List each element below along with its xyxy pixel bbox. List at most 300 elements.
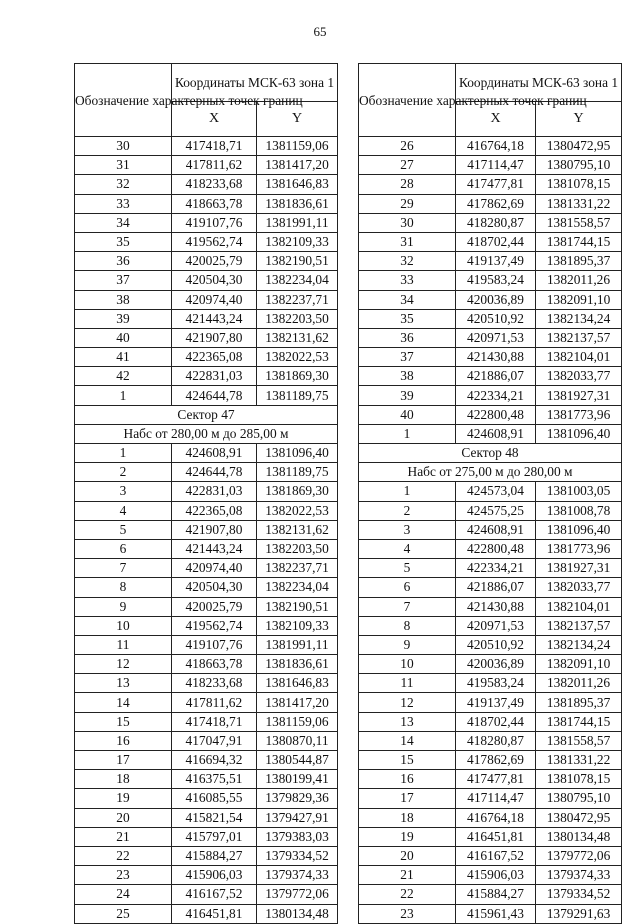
y-coordinate: 1381159,06 [257,137,338,156]
table-row [359,424,622,443]
x-coordinate: 421430,88 [456,597,536,616]
y-coordinate: 1381078,15 [536,770,622,789]
point-number: 20 [359,846,456,865]
point-number: 4 [359,539,456,558]
point-number: 20 [75,808,172,827]
x-coordinate: 416694,32 [172,751,257,770]
point-number: 5 [75,520,172,539]
x-coordinate: 420974,40 [172,559,257,578]
x-coordinate: 418280,87 [456,731,536,750]
point-number: 29 [359,194,456,213]
header-x: X [172,102,257,137]
y-coordinate: 1381189,75 [257,463,338,482]
table-row [75,367,338,386]
point-number: 23 [75,866,172,885]
point-number: 22 [75,846,172,865]
table-row [75,712,338,731]
x-coordinate: 424575,25 [456,501,536,520]
y-coordinate: 1381331,22 [536,751,622,770]
x-coordinate: 418233,68 [172,674,257,693]
section-row [359,444,622,463]
table-row [75,904,338,923]
y-coordinate: 1382234,04 [257,271,338,290]
point-number: 2 [359,501,456,520]
point-number: 39 [359,386,456,405]
y-coordinate: 1381096,40 [536,520,622,539]
table-row [75,731,338,750]
table-row [359,789,622,808]
point-number: 36 [359,328,456,347]
x-coordinate: 424644,78 [172,386,257,405]
point-number: 40 [75,328,172,347]
point-number: 36 [75,252,172,271]
x-coordinate: 417811,62 [172,693,257,712]
table-row [359,194,622,213]
y-coordinate: 1379374,33 [257,866,338,885]
x-coordinate: 417418,71 [172,712,257,731]
point-number: 18 [75,770,172,789]
table-row [359,827,622,846]
y-coordinate: 1381646,83 [257,175,338,194]
table-row [75,616,338,635]
x-coordinate: 422831,03 [172,482,257,501]
table-row [359,271,622,290]
y-coordinate: 1381003,05 [536,482,622,501]
table-row [75,194,338,213]
x-coordinate: 416764,18 [456,808,536,827]
x-coordinate: 415906,03 [456,866,536,885]
table-row [359,578,622,597]
y-coordinate: 1380134,48 [257,904,338,923]
x-coordinate: 416167,52 [456,846,536,865]
x-coordinate: 420025,79 [172,597,257,616]
point-number: 1 [359,482,456,501]
table-row [75,137,338,156]
header-coordinates: Координаты МСК-63 зона 1 [456,64,622,102]
y-coordinate: 1381773,96 [536,405,622,424]
y-coordinate: 1381159,06 [257,712,338,731]
point-number: 42 [75,367,172,386]
point-number: 41 [75,348,172,367]
point-number: 15 [359,751,456,770]
y-coordinate: 1381096,40 [536,424,622,443]
point-number: 39 [75,309,172,328]
point-number: 9 [75,597,172,616]
table-row [359,597,622,616]
table-row [75,213,338,232]
point-number: 26 [359,137,456,156]
table-row [75,559,338,578]
point-number: 10 [75,616,172,635]
point-number: 37 [75,271,172,290]
table-row [75,751,338,770]
point-number: 35 [75,232,172,251]
table-row [359,367,622,386]
x-coordinate: 416451,81 [172,904,257,923]
y-coordinate: 1380472,95 [536,808,622,827]
x-coordinate: 422800,48 [456,539,536,558]
table-row [359,213,622,232]
table-row [75,578,338,597]
point-number: 16 [75,731,172,750]
y-coordinate: 1381558,57 [536,213,622,232]
point-number: 1 [75,386,172,405]
coordinates-table-left [74,63,338,924]
table-row [359,328,622,347]
y-coordinate: 1382033,77 [536,578,622,597]
point-number: 37 [359,348,456,367]
x-coordinate: 424608,91 [172,444,257,463]
point-number: 10 [359,655,456,674]
point-number: 34 [75,213,172,232]
point-number: 21 [75,827,172,846]
point-number: 1 [359,424,456,443]
point-number: 33 [359,271,456,290]
point-number: 6 [359,578,456,597]
table-row [75,674,338,693]
header-y: Y [257,102,338,137]
header-x: X [456,102,536,137]
y-coordinate: 1381836,61 [257,655,338,674]
y-coordinate: 1379772,06 [257,885,338,904]
y-coordinate: 1380472,95 [536,137,622,156]
table-row [75,846,338,865]
x-coordinate: 424644,78 [172,463,257,482]
point-number: 25 [75,904,172,923]
table-row [75,693,338,712]
y-coordinate: 1380199,41 [257,770,338,789]
x-coordinate: 417418,71 [172,137,257,156]
table-row [75,175,338,194]
section-row [359,463,622,482]
point-number: 21 [359,866,456,885]
x-coordinate: 415961,43 [456,904,536,923]
y-coordinate: 1382104,01 [536,348,622,367]
x-coordinate: 422831,03 [172,367,257,386]
table-row [75,386,338,405]
x-coordinate: 417862,69 [456,751,536,770]
point-number: 19 [75,789,172,808]
y-coordinate: 1382190,51 [257,252,338,271]
point-number: 7 [75,559,172,578]
table-row [359,808,622,827]
x-coordinate: 420510,92 [456,309,536,328]
point-number: 33 [75,194,172,213]
point-number: 15 [75,712,172,731]
table-row [75,232,338,251]
table-row [75,482,338,501]
page-number: 65 [313,24,327,39]
point-number: 18 [359,808,456,827]
point-number: 4 [75,501,172,520]
y-coordinate: 1382203,50 [257,309,338,328]
x-coordinate: 416375,51 [172,770,257,789]
y-coordinate: 1381331,22 [536,194,622,213]
y-coordinate: 1381417,20 [257,693,338,712]
point-number: 12 [75,655,172,674]
x-coordinate: 419583,24 [456,271,536,290]
point-number: 17 [75,751,172,770]
table-row [359,635,622,654]
y-coordinate: 1382091,10 [536,290,622,309]
point-number: 34 [359,290,456,309]
table-row [359,290,622,309]
table-row [359,770,622,789]
point-number: 14 [359,731,456,750]
x-coordinate: 420510,92 [456,635,536,654]
coordinates-table-right [358,63,622,924]
y-coordinate: 1381869,30 [257,482,338,501]
y-coordinate: 1382131,62 [257,328,338,347]
table-row [75,520,338,539]
table-row [359,520,622,539]
x-coordinate: 419562,74 [172,232,257,251]
table-row [75,463,338,482]
point-number: 32 [359,252,456,271]
table-row [359,712,622,731]
x-coordinate: 419137,49 [456,693,536,712]
table-row [359,539,622,558]
x-coordinate: 418663,78 [172,194,257,213]
x-coordinate: 417811,62 [172,156,257,175]
y-coordinate: 1382137,57 [536,616,622,635]
point-number: 3 [75,482,172,501]
table-row [359,693,622,712]
x-coordinate: 419583,24 [456,674,536,693]
table-row [75,328,338,347]
point-number: 31 [75,156,172,175]
y-coordinate: 1382022,53 [257,501,338,520]
point-number: 38 [75,290,172,309]
point-number: 1 [75,444,172,463]
y-coordinate: 1382234,04 [257,578,338,597]
table-row [359,751,622,770]
x-coordinate: 421443,24 [172,539,257,558]
x-coordinate: 419562,74 [172,616,257,635]
y-coordinate: 1380544,87 [257,751,338,770]
table-row [359,156,622,175]
y-coordinate: 1381927,31 [536,559,622,578]
y-coordinate: 1381927,31 [536,386,622,405]
point-number: 11 [359,674,456,693]
x-coordinate: 422334,21 [456,559,536,578]
x-coordinate: 419107,76 [172,635,257,654]
point-number: 31 [359,232,456,251]
table-row [359,846,622,865]
table-row [75,635,338,654]
y-coordinate: 1382237,71 [257,290,338,309]
x-coordinate: 422800,48 [456,405,536,424]
x-coordinate: 417114,47 [456,156,536,175]
x-coordinate: 415884,27 [456,885,536,904]
x-coordinate: 419137,49 [456,252,536,271]
point-number: 17 [359,789,456,808]
y-coordinate: 1382137,57 [536,328,622,347]
table-row [359,482,622,501]
y-coordinate: 1381189,75 [257,386,338,405]
table-row [359,252,622,271]
table-row [359,137,622,156]
table-row [75,866,338,885]
x-coordinate: 421886,07 [456,367,536,386]
point-number: 13 [75,674,172,693]
point-number: 19 [359,827,456,846]
header-point-label: Обозначение характерных точек границ [359,64,456,137]
table-row [75,808,338,827]
x-coordinate: 420504,30 [172,271,257,290]
header-y: Y [536,102,622,137]
y-coordinate: 1381646,83 [257,674,338,693]
y-coordinate: 1381744,15 [536,232,622,251]
x-coordinate: 418280,87 [456,213,536,232]
table-row [359,175,622,194]
y-coordinate: 1381895,37 [536,252,622,271]
table-row [359,232,622,251]
y-coordinate: 1382131,62 [257,520,338,539]
x-coordinate: 420504,30 [172,578,257,597]
table-row [359,348,622,367]
table-row [75,539,338,558]
point-number: 5 [359,559,456,578]
y-coordinate: 1381078,15 [536,175,622,194]
x-coordinate: 420036,89 [456,655,536,674]
table-row [359,885,622,904]
y-coordinate: 1382033,77 [536,367,622,386]
x-coordinate: 421430,88 [456,348,536,367]
table-row [75,252,338,271]
section-label: Набс от 280,00 м до 285,00 м [75,424,338,443]
point-number: 24 [75,885,172,904]
y-coordinate: 1381008,78 [536,501,622,520]
section-row [75,405,338,424]
point-number: 30 [75,137,172,156]
point-number: 23 [359,904,456,923]
y-coordinate: 1381836,61 [257,194,338,213]
y-coordinate: 1381558,57 [536,731,622,750]
table-row [75,827,338,846]
table-row [75,655,338,674]
table-row [359,904,622,923]
y-coordinate: 1381744,15 [536,712,622,731]
table-row [75,444,338,463]
y-coordinate: 1379374,33 [536,866,622,885]
table-row [75,309,338,328]
point-number: 11 [75,635,172,654]
y-coordinate: 1379772,06 [536,846,622,865]
x-coordinate: 418702,44 [456,232,536,251]
table-row [75,885,338,904]
x-coordinate: 421886,07 [456,578,536,597]
x-coordinate: 418663,78 [172,655,257,674]
x-coordinate: 417114,47 [456,789,536,808]
x-coordinate: 419107,76 [172,213,257,232]
y-coordinate: 1382203,50 [257,539,338,558]
table-row [359,309,622,328]
y-coordinate: 1382190,51 [257,597,338,616]
x-coordinate: 422365,08 [172,348,257,367]
table-row [359,616,622,635]
y-coordinate: 1381773,96 [536,539,622,558]
x-coordinate: 420025,79 [172,252,257,271]
y-coordinate: 1379427,91 [257,808,338,827]
y-coordinate: 1382134,24 [536,635,622,654]
x-coordinate: 415797,01 [172,827,257,846]
point-number: 32 [75,175,172,194]
x-coordinate: 424573,04 [456,482,536,501]
y-coordinate: 1382011,26 [536,271,622,290]
y-coordinate: 1382091,10 [536,655,622,674]
x-coordinate: 415821,54 [172,808,257,827]
y-coordinate: 1380870,11 [257,731,338,750]
y-coordinate: 1382109,33 [257,232,338,251]
x-coordinate: 417047,91 [172,731,257,750]
point-number: 8 [75,578,172,597]
point-number: 13 [359,712,456,731]
x-coordinate: 417862,69 [456,194,536,213]
table-row [75,501,338,520]
point-number: 30 [359,213,456,232]
x-coordinate: 418233,68 [172,175,257,194]
x-coordinate: 416451,81 [456,827,536,846]
point-number: 16 [359,770,456,789]
x-coordinate: 424608,91 [456,424,536,443]
x-coordinate: 417477,81 [456,770,536,789]
table-row [359,501,622,520]
x-coordinate: 415884,27 [172,846,257,865]
section-label: Сектор 48 [359,444,622,463]
point-number: 14 [75,693,172,712]
x-coordinate: 415906,03 [172,866,257,885]
y-coordinate: 1381869,30 [257,367,338,386]
table-row [75,290,338,309]
x-coordinate: 420971,53 [456,328,536,347]
y-coordinate: 1382022,53 [257,348,338,367]
table-row [75,789,338,808]
x-coordinate: 424608,91 [456,520,536,539]
y-coordinate: 1380134,48 [536,827,622,846]
point-number: 12 [359,693,456,712]
point-number: 2 [75,463,172,482]
section-row [75,424,338,443]
table-row [359,405,622,424]
table-row [75,597,338,616]
x-coordinate: 422334,21 [456,386,536,405]
point-number: 6 [75,539,172,558]
table-row [359,731,622,750]
header-point-label: Обозначение характерных точек границ [75,64,172,137]
x-coordinate: 417477,81 [456,175,536,194]
y-coordinate: 1379383,03 [257,827,338,846]
point-number: 22 [359,885,456,904]
y-coordinate: 1380795,10 [536,789,622,808]
point-number: 40 [359,405,456,424]
point-number: 35 [359,309,456,328]
point-number: 38 [359,367,456,386]
x-coordinate: 421443,24 [172,309,257,328]
x-coordinate: 416764,18 [456,137,536,156]
x-coordinate: 420036,89 [456,290,536,309]
header-coordinates: Координаты МСК-63 зона 1 [172,64,338,102]
x-coordinate: 416167,52 [172,885,257,904]
table-row [359,674,622,693]
x-coordinate: 416085,55 [172,789,257,808]
table-row [75,156,338,175]
y-coordinate: 1379829,36 [257,789,338,808]
y-coordinate: 1381895,37 [536,693,622,712]
y-coordinate: 1379334,52 [257,846,338,865]
table-row [359,866,622,885]
y-coordinate: 1381991,11 [257,635,338,654]
